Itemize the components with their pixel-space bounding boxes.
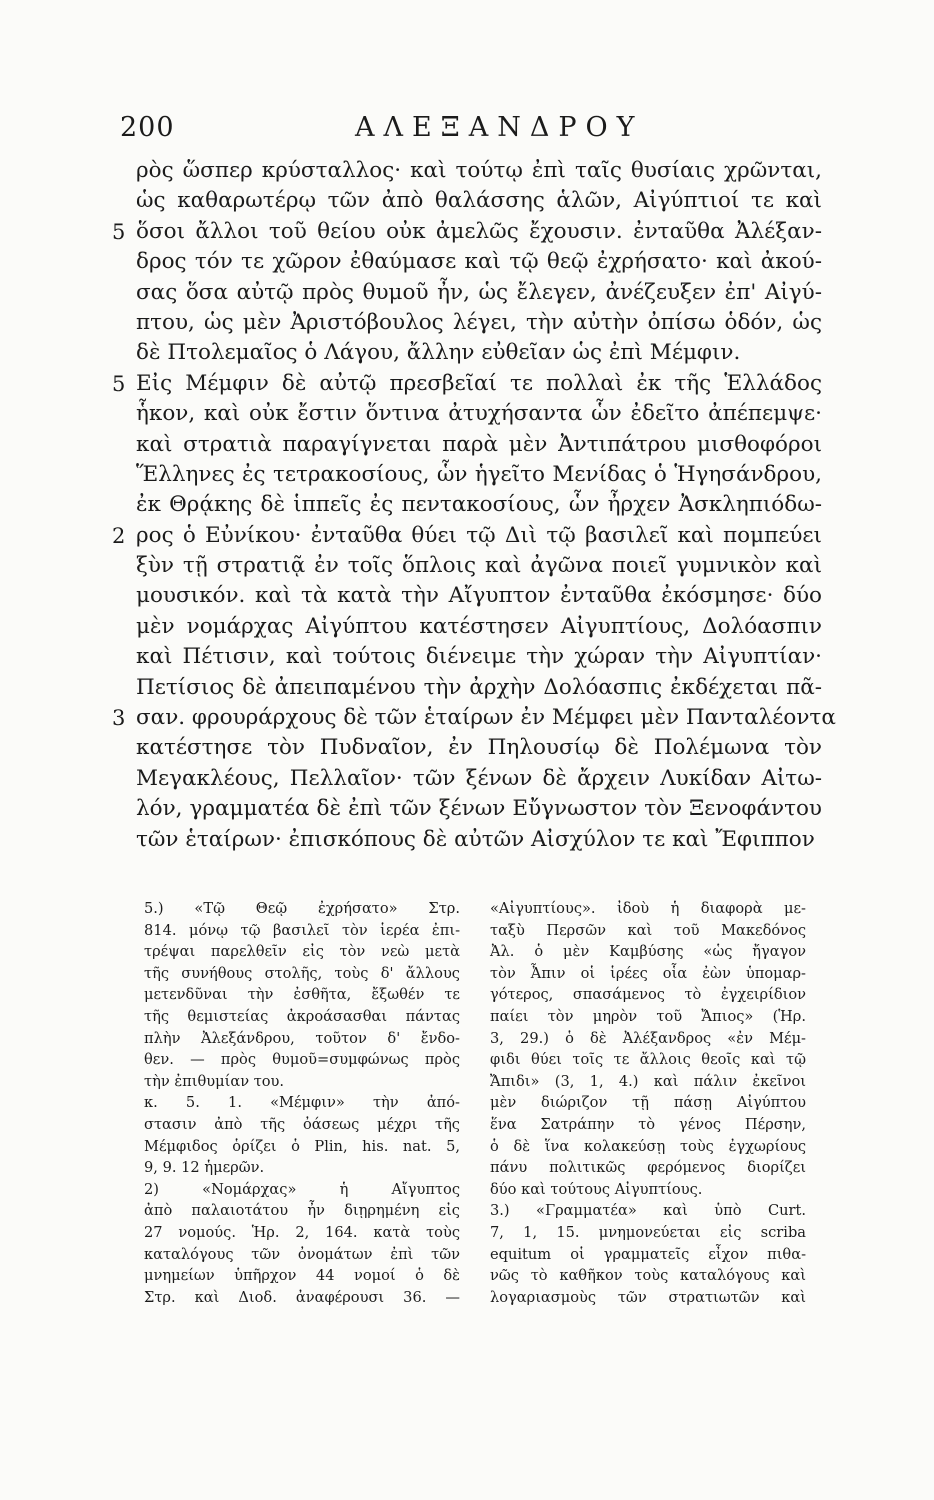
footnote-line: 5.) «Τῷ Θεῷ ἐχρήσατο» Στρ. [144, 900, 460, 917]
line-marker: 5 [112, 371, 126, 396]
text-line [112, 581, 822, 611]
footnote-line: μνημείων ὑπῆρχον 44 νομοί ὁ δὲ [144, 1267, 460, 1285]
footnote-line: ὁ δὲ ἵνα κολακεύσῃ τοὺς ἐγχωρίους [490, 1137, 806, 1155]
footnote-line: 814. μόνῳ τῷ βασιλεῖ τὸν ἱερέα ἐπι- [144, 921, 460, 939]
line-text: καὶ στρατιὰ παραγίγνεται παρὰ μὲν Ἀντιπάτρου μισθοφόροι [136, 431, 822, 457]
text-line [112, 642, 822, 672]
text-line [112, 764, 822, 794]
line-text: ὅσοι ἄλλοι τοῦ θείου οὐκ ἀμελῶς ἔχουσιν. ἐνταῦθα Ἀλέξαν- [136, 218, 822, 244]
text-line [112, 703, 836, 733]
footnote-line: πάνυ πολιτικῶς φερόμενος διορίζει [490, 1159, 806, 1177]
line-marker: 3 [112, 706, 126, 731]
footnote-line: λογαριασμοὺς τῶν στρατιωτῶν καὶ [490, 1288, 806, 1306]
line-text: Μεγακλέους, Πελλαῖον· τῶν ξένων δὲ ἄρχειν Λυκίδαν Αἰτω- [136, 765, 822, 791]
footnote-line: γότερος, σπασάμενος τὸ ἐγχειρίδιον [490, 986, 806, 1004]
footnote-line: ἕνα Σατράπην τὸ γένος Πέρσην, [490, 1115, 806, 1133]
footnote-line: Ἀλ. ὁ μὲν Καμβύσης «ὡς ἤγαγον [490, 943, 806, 961]
footnote-line: τῆς θεμιστείας ἀκροάσασθαι πάντας [144, 1007, 460, 1025]
footnote-line: καταλόγους τῶν ὀνομάτων ἐπὶ τῶν [144, 1245, 460, 1263]
footnote-line: παίει τὸν μηρὸν τοῦ Ἄπιος» (Ἡρ. [490, 1007, 806, 1025]
footnote-line: θεν. — πρὸς θυμοῦ=συμφώνως πρὸς [144, 1051, 460, 1069]
footnote-line: τὴν ἐπιθυμίαν του. [144, 1072, 285, 1090]
running-title: ΑΛΕΞΑΝΔΡΟΥ [355, 112, 644, 143]
text-line [112, 794, 822, 824]
footnote-line: 27 νομούς. Ἡρ. 2, 164. κατὰ τοὺς [144, 1223, 460, 1241]
line-text: σας ὅσα αὐτῷ πρὸς θυμοῦ ἦν, ὡς ἔλεγεν, ἀνέζευξεν ἐπ' Αἰγύ- [136, 279, 822, 305]
line-text: καὶ Πέτισιν, καὶ τούτοις διένειμε τὴν χώραν τὴν Αἰγυπτίαν· [136, 644, 822, 670]
page-number: 200 [120, 112, 175, 143]
text-line [112, 369, 822, 399]
line-text: Εἰς Μέμφιν δὲ αὐτῷ πρεσβεῖαί τε πολλαὶ ἐκ τῆς Ἑλλάδος [136, 370, 822, 396]
text-line [112, 217, 822, 247]
footnote-line: 3, 29.) ὁ δὲ Ἀλέξανδρος «ἐν Μέμ- [490, 1029, 806, 1047]
line-text: κατέστησε τὸν Πυδναῖον, ἐν Πηλουσίῳ δὲ Πολέμωνα τὸν [136, 735, 822, 761]
text-line [112, 308, 822, 338]
line-text: σαν. φρουράρχους δὲ τῶν ἑταίρων ἐν Μέμφει μὲν Πανταλέοντα [136, 705, 836, 731]
line-text: τῶν ἑταίρων· ἐπισκόπους δὲ αὐτῶν Αἰσχύλον τε καὶ Ἔφιππον [136, 826, 815, 852]
text-line [112, 521, 822, 551]
footnote-line: «Αἰγυπτίους». ἰδοὺ ἡ διαφορὰ με- [490, 900, 806, 917]
line-marker: 2 [112, 523, 126, 548]
text-line [112, 186, 822, 216]
footnote-line: πλὴν Ἀλεξάνδρου, τοῦτον δ' ἔνδο- [144, 1029, 460, 1047]
footnote-line: νῶς τὸ καθῆκον τοὺς καταλόγους καὶ [490, 1267, 806, 1285]
footnote-line: ταξὺ Περσῶν καὶ τοῦ Μακεδόνος [490, 921, 806, 939]
footnote-line: Μέμφιδος ὁρίζει ὁ Plin, his. nat. 5, [144, 1137, 460, 1155]
footnote-line: μὲν διώριζον τῇ πάσῃ Αἰγύπτου [490, 1094, 806, 1112]
text-line [112, 490, 822, 520]
footnote-line: 9, 9. 12 ἡμερῶν. [144, 1159, 265, 1177]
main-text [112, 156, 836, 855]
line-text: Ἕλληνες ἐς τετρακοσίους, ὧν ἡγεῖτο Μενίδας ὁ Ἡγησάνδρου, [136, 461, 822, 487]
line-text: Πετίσιος δὲ ἀπειπαμένου τὴν ἀρχὴν Δολόασπις ἐκδέχεται πᾶ- [136, 674, 822, 700]
footnote-line: δύο καὶ τούτους Αἰγυπτίους. [490, 1180, 703, 1198]
footnote-line: 7, 1, 15. μνημονεύεται εἰς scriba [490, 1223, 806, 1241]
footnote-line: τρέψαι παρελθεῖν εἰς τὸν νεὼ μετὰ [144, 943, 460, 961]
text-line [112, 156, 822, 186]
line-text: ρὸς ὥσπερ κρύσταλλος· καὶ τούτῳ ἐπὶ ταῖς θυσίαις χρῶνται, [136, 158, 822, 183]
footnote-line: μετενδῦναι τὴν ἐσθῆτα, ἔξωθέν τε [144, 986, 460, 1004]
text-line [112, 430, 822, 460]
text-line [112, 825, 822, 855]
text-line [112, 399, 822, 429]
text-line [112, 338, 822, 368]
page-header [120, 112, 800, 152]
footnotes-left-column [144, 898, 460, 1308]
line-text: δρος τόν τε χῶρον ἐθαύμασε καὶ τῷ θεῷ ἐχρήσατο· καὶ ἀκού- [136, 249, 822, 275]
text-line [112, 733, 822, 763]
line-text: ρος ὁ Εὐνίκου· ἐνταῦθα θύει τῷ Διὶ τῷ βασιλεῖ καὶ πομπεύει [136, 522, 822, 548]
footnote-line: 2) «Νομάρχας» ἡ Αἴγυπτος [144, 1180, 460, 1198]
footnote-line: equitum οἱ γραμματεῖς εἶχον πιθα- [490, 1245, 806, 1263]
line-text: ξὺν τῇ στρατιᾷ ἐν τοῖς ὅπλοις καὶ ἀγῶνα ποιεῖ γυμνικὸν καὶ [136, 553, 822, 579]
footnotes [144, 898, 808, 1338]
text-line [112, 460, 822, 490]
footnote-line: Στρ. καὶ Διοδ. ἀναφέρουσι 36. — [144, 1288, 460, 1306]
footnote-line: τῆς συνήθους στολῆς, τοὺς δ' ἄλλους [144, 964, 460, 982]
footnotes-right-column [490, 898, 806, 1308]
text-line [112, 612, 822, 642]
line-text: πτου, ὡς μὲν Ἀριστόβουλος λέγει, τὴν αὐτὴν ὀπίσω ὁδόν, ὡς [136, 309, 822, 335]
line-text: δὲ Πτολεμαῖος ὁ Λάγου, ἄλλην εὐθεῖαν ὡς ἐπὶ Μέμφιν. [136, 340, 741, 366]
footnote-line: φιδι θύει τοῖς τε ἄλλοις θεοῖς καὶ τῷ [490, 1051, 806, 1069]
line-marker: 5 [112, 219, 126, 244]
line-text: λόν, γραμματέα δὲ ἐπὶ τῶν ξένων Εὔγνωστον τὸν Ξενοφάντου [136, 796, 822, 822]
footnote-line: 3.) «Γραμματέα» καὶ ὑπὸ Curt. [490, 1202, 806, 1220]
line-text: ἐκ Θρᾴκης δὲ ἱππεῖς ἐς πεντακοσίους, ὧν ἦρχεν Ἀσκληπιόδω- [136, 492, 822, 518]
text-line [112, 673, 822, 703]
footnote-line: Ἄπιδι» (3, 1, 4.) καὶ πάλιν ἐκεῖνοι [490, 1072, 806, 1090]
line-text: μουσικόν. καὶ τὰ κατὰ τὴν Αἴγυπτον ἐνταῦθα ἐκόσμησε· δύο [136, 583, 822, 609]
text-line [112, 551, 822, 581]
text-line [112, 247, 822, 277]
line-text: μὲν νομάρχας Αἰγύπτου κατέστησεν Αἰγυπτίους, Δολόασπιν [136, 613, 822, 639]
footnote-line: τὸν Ἆπιν οἱ ἱρέες οἷα ἐὼν ὑπομαρ- [490, 964, 806, 982]
line-text: ὡς καθαρωτέρῳ τῶν ἀπὸ θαλάσσης ἁλῶν, Αἰγύπτιοί τε καὶ [136, 188, 822, 214]
footnote-line: ἀπὸ παλαιοτάτου ἦν διῃρημένη εἰς [144, 1202, 460, 1220]
line-text: ἧκον, καὶ οὐκ ἔστιν ὅντινα ἀτυχήσαντα ὧν ἐδεῖτο ἀπέπεμψε· [136, 401, 822, 427]
text-line [112, 278, 822, 308]
footnote-line: στασιν ἀπὸ τῆς ὀάσεως μέχρι τῆς [144, 1115, 460, 1133]
footnote-line: κ. 5. 1. «Μέμφιν» τὴν ἀπό- [144, 1094, 460, 1112]
